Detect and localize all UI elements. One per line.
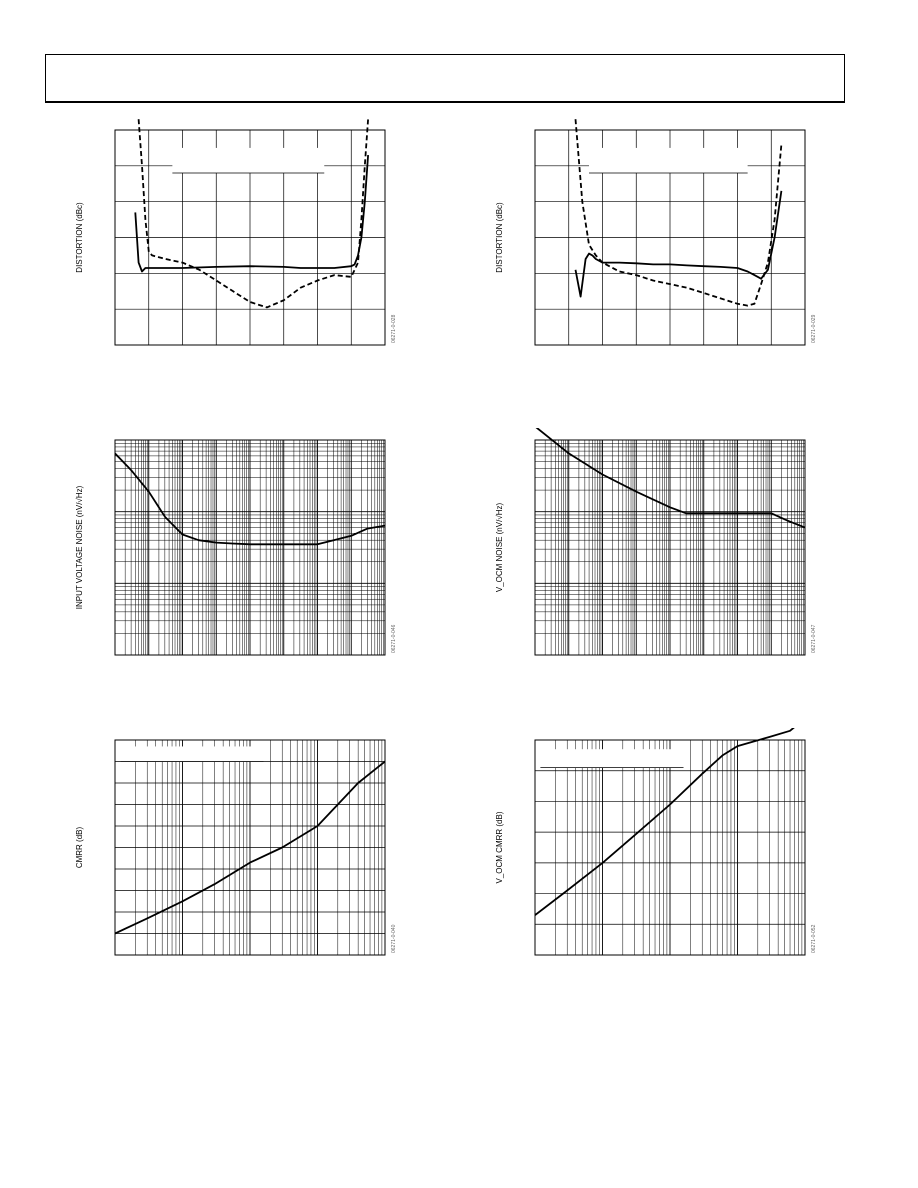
chart-legend-area [120, 746, 263, 761]
y-axis-label: DISTORTION (dBc) [75, 202, 84, 273]
chart-series-group [576, 119, 782, 305]
figure-code: 06271-0-029 [811, 314, 817, 343]
y-axis-label: CMRR (dB) [75, 826, 84, 869]
chart-legend-area [172, 148, 324, 173]
legend-box [120, 746, 263, 761]
legend-box [172, 148, 324, 173]
distortion-chart-right [490, 120, 830, 360]
y-axis-label: DISTORTION (dBc) [495, 202, 504, 273]
legend-box [540, 749, 683, 767]
figure-code: 06271-0-040 [391, 924, 397, 953]
series-line-dashed [576, 119, 782, 305]
legend-box [589, 148, 748, 173]
input-voltage-noise-chart [70, 430, 410, 670]
chart-grid [535, 740, 805, 955]
figure-code: 06271-0-028 [391, 314, 397, 343]
vocm-noise-chart [490, 430, 830, 670]
distortion-chart-left [70, 120, 410, 360]
figure-code: 06271-0-046 [391, 624, 397, 653]
page-header-box [45, 54, 845, 103]
y-axis-label: V_OCM NOISE (nV/√Hz) [495, 502, 504, 593]
series-line-solid [576, 191, 782, 297]
series-line-dashed [139, 119, 369, 307]
cmrr-chart [70, 730, 410, 970]
y-axis-label: V_OCM CMRR (dB) [495, 811, 504, 884]
chart-series-group [135, 119, 368, 307]
chart-legend-area [589, 148, 748, 173]
chart-grid [535, 440, 805, 655]
chart-grid [115, 440, 385, 655]
figure-code: 06271-0-052 [811, 924, 817, 953]
chart-legend-area [540, 749, 683, 767]
y-axis-label: INPUT VOLTAGE NOISE (nV/√Hz) [75, 485, 84, 610]
chart-grid [115, 740, 385, 955]
figure-code: 06271-0-047 [811, 624, 817, 653]
vocm-cmrr-chart [490, 730, 830, 970]
